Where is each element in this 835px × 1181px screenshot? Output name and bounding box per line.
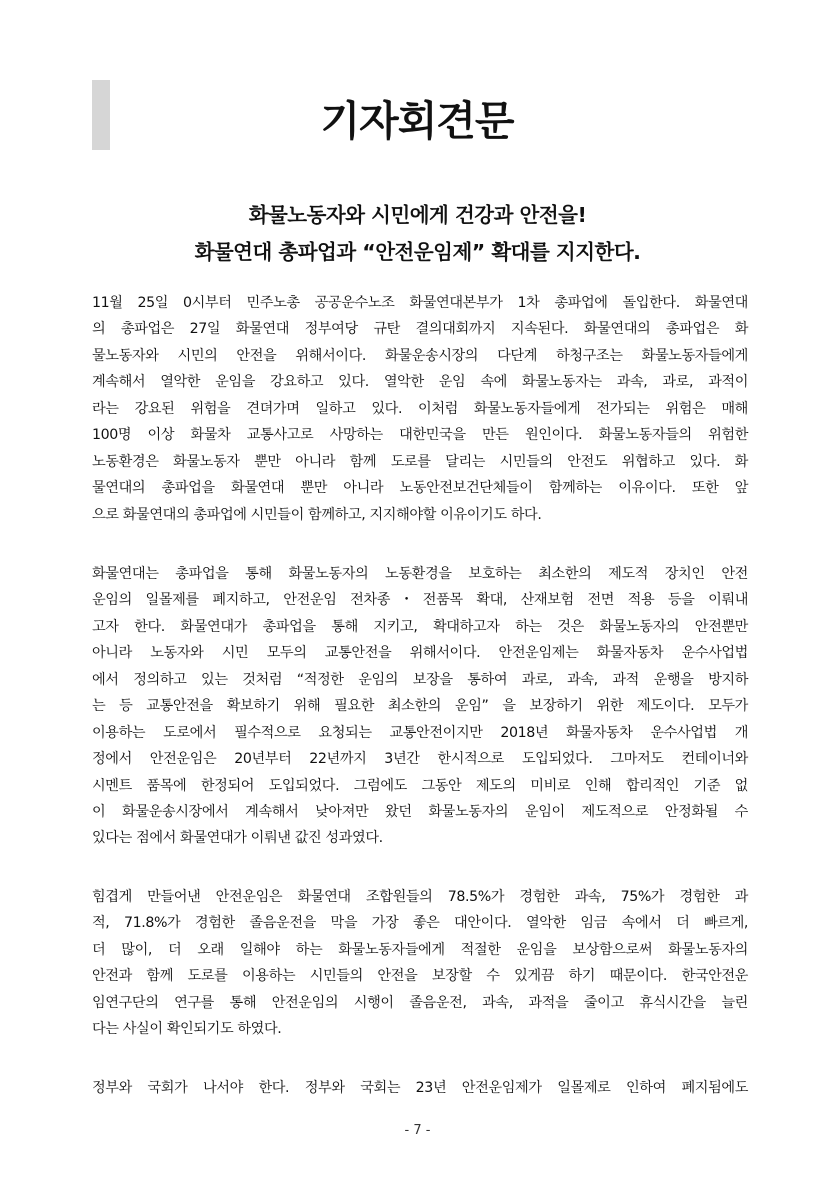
paragraph-line: 으로 화물연대의 총파업에 시민들이 함께하고, 지지해야할 이유이기도 하다. <box>92 506 542 523</box>
paragraph-line: 11월 25일 0시부터 민주노총 공공운수노조 화물연대본부가 1차 총파업에 돌입한다. 화물연대 <box>92 295 748 311</box>
title-block <box>92 80 742 152</box>
paragraph-line: 계속해서 열악한 운임을 강요하고 있다. 열악한 운임 속에 화물노동자는 과속, 과로, 과적이 <box>92 374 748 391</box>
paragraph-line: 시멘트 품목에 한정되어 도입되었다. 그럼에도 그동안 제도의 미비로 인해 합리적인 기준 없 <box>92 777 748 794</box>
page-title: 기자회견문 <box>320 97 514 145</box>
paragraph-line: 물노동자와 시민의 안전을 위해서이다. 화물운송시장의 다단계 하청구조는 화물노동자들에게 <box>92 347 748 364</box>
paragraph-line: 이 화물운송시장에서 계속해서 낮아져만 왔던 화물노동자의 운임이 제도적으로 안정화될 수 <box>92 803 748 820</box>
page-number: - 7 - <box>404 1123 431 1138</box>
paragraph-line: 는 등 교통안전을 확보하기 위해 필요한 최소한의 운임” 을 보장하기 위한 제도이다. 모두가 <box>92 698 748 715</box>
paragraph-line: 화물연대는 총파업을 통해 화물노동자의 노동환경을 보호하는 최소한의 제도적 장치인 안전 <box>92 566 748 582</box>
paragraph-line: 적, 71.8%가 경험한 졸음운전을 막을 가장 좋은 대안이다. 열악한 임금 속에서 더 빠르게, <box>92 915 748 932</box>
paragraph-line: 이용하는 도로에서 필수적으로 요청되는 교통안전이지만 2018년 화물자동차 운수사업법 개 <box>92 724 748 741</box>
paragraph-line: 정에서 안전운임은 20년부터 22년까지 3년간 한시적으로 도입되었다. 그마저도 컨테이너와 <box>92 751 748 768</box>
paragraph-line: 100명 이상 화물차 교통사고로 사망하는 대한민국을 만든 원인이다. 화물노동자들의 위험한 <box>92 427 748 444</box>
paragraph-line: 있다는 점에서 화물연대가 이뤄낸 값진 성과였다. <box>92 830 383 847</box>
headline-line-1: 화물노동자와 시민에게 건강과 안전을! <box>248 203 587 227</box>
paragraph-1 <box>92 290 748 528</box>
paragraph-3 <box>92 884 748 1043</box>
paragraph-line: 의 총파업은 27일 화물연대 정부여당 규탄 결의대회까지 지속된다. 화물연대의 총파업은 화 <box>92 321 748 338</box>
headline-line-2: 화물연대 총파업과 “안전운임제” 확대를 지지한다. <box>194 240 641 264</box>
paragraph-line: 아니라 노동자와 시민 모두의 교통안전을 위해서이다. 안전운임제는 화물자동차 운수사업법 <box>92 645 748 662</box>
paragraph-line: 임연구단의 연구를 통해 안전운임의 시행이 졸음운전, 과속, 과적을 줄이고 휴식시간을 늘린 <box>92 994 748 1011</box>
paragraph-line: 다는 사실이 확인되기도 하였다. <box>92 1021 282 1038</box>
paragraph-line: 더 많이, 더 오래 일해야 하는 화물노동자들에게 적절한 운임을 보상함으로써 화물노동자의 <box>92 941 748 958</box>
paragraph-line: 안전과 함께 도로를 이용하는 시민들의 안전을 보장할 수 있게끔 하기 때문이다. 한국안전운 <box>92 968 748 985</box>
paragraph-4 <box>92 1075 748 1101</box>
paragraph-line: 운임의 일몰제를 폐지하고, 안전운임 전차종・전품목 확대, 산재보험 전면 적용 등을 이뤄내 <box>92 592 748 609</box>
paragraph-line: 고자 한다. 화물연대가 총파업을 통해 지키고, 확대하고자 하는 것은 화물노동자의 안전뿐만 <box>92 618 748 635</box>
paragraph-line: 힘겹게 만들어낸 안전운임은 화물연대 조합원들의 78.5%가 경험한 과속, 75%가 경험한 과 <box>92 889 748 905</box>
paragraph-line: 라는 강요된 위험을 견뎌가며 일하고 있다. 이처럼 화물노동자들에게 전가되는 위험은 매해 <box>92 400 748 417</box>
paragraph-line: 물연대의 총파업을 화물연대 뿐만 아니라 노동안전보건단체들이 함께하는 이유이다. 또한 앞 <box>92 480 748 497</box>
paragraph-line: 노동환경은 화물노동자 뿐만 아니라 함께 도로를 달리는 시민들의 안전도 위협하고 있다. 화 <box>92 453 748 470</box>
paragraph-line: 에서 정의하고 있는 것처럼 “적정한 운임의 보장을 통하여 과로, 과속, 과적 운행을 방지하 <box>92 671 748 688</box>
paragraph-2 <box>92 561 748 852</box>
paragraph-line: 정부와 국회가 나서야 한다. 정부와 국회는 23년 안전운임제가 일몰제로 인하여 폐지됨에도 <box>92 1080 748 1096</box>
